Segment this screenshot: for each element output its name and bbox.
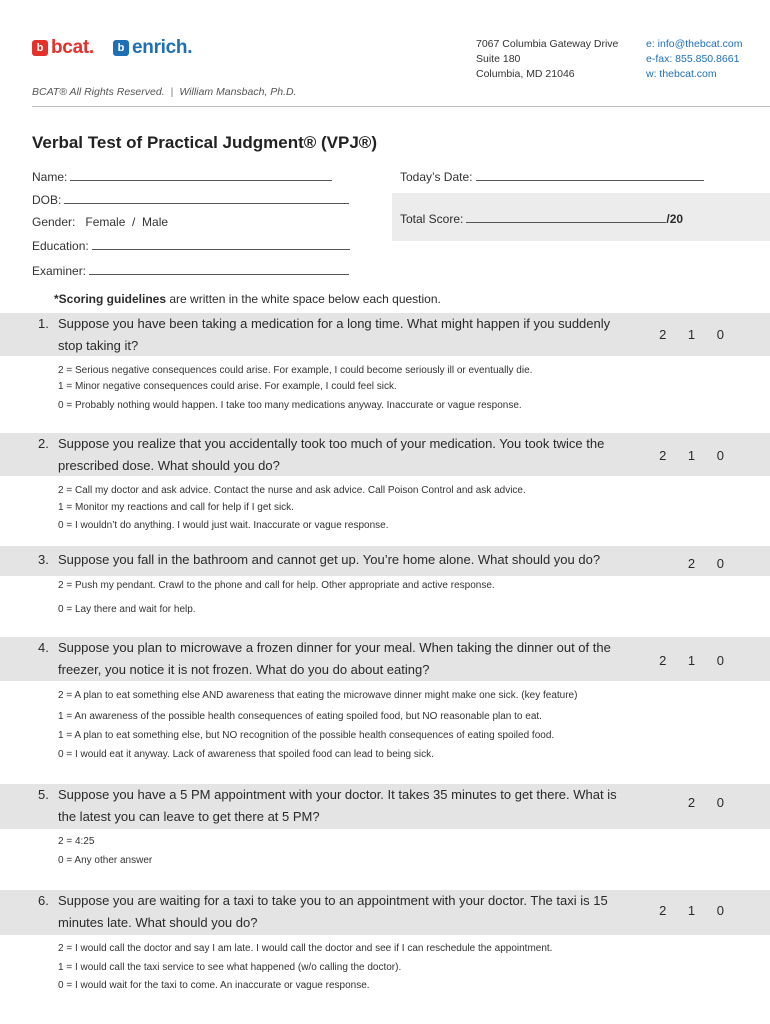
scoring-guide: 0 = Lay there and wait for help.: [58, 604, 196, 615]
question-line: Suppose you have a 5 PM appointment with your doctor. It takes 35 minutes to get there. What is: [58, 787, 617, 802]
question-3-score-options[interactable]: 2 0: [687, 556, 733, 571]
rights-text: BCAT® All Rights Reserved.: [32, 86, 165, 98]
enrich-logo-text: enrich.: [132, 37, 193, 58]
scoring-guide: 1 = Minor negative consequences could arise. For example, I could feel sick.: [58, 381, 397, 392]
scoring-guide: 1 = A plan to eat something else, but NO recognition of the possible health consequences of eating spoiled food.: [58, 730, 555, 741]
question-line: the latest you can leave to get there at 5 PM?: [58, 809, 320, 824]
question-6-score-options[interactable]: 2 1 0: [659, 903, 733, 918]
page-title: Verbal Test of Practical Judgment® (VPJ®): [32, 133, 377, 152]
question-5-score-options[interactable]: 2 0: [687, 795, 733, 810]
education-field[interactable]: [32, 238, 350, 253]
rights-line: [32, 86, 297, 98]
total-score-line[interactable]: [466, 211, 666, 223]
scoring-guide: 2 = A plan to eat something else AND awareness that eating the microwave dinner might make one sick. (key feature): [58, 690, 578, 701]
scoring-guide: 2 = Serious negative consequences could arise. For example, I could become seriously ill or eventually die.: [58, 365, 533, 376]
gender-label: Gender: Female / Male: [32, 215, 169, 229]
total-score-field[interactable]: [400, 211, 683, 226]
header-divider: [32, 106, 770, 107]
question-line: Suppose you realize that you accidentally took too much of your medication. You took twice the: [58, 436, 605, 451]
examiner-line[interactable]: [89, 263, 349, 275]
education-line[interactable]: [92, 238, 350, 250]
scoring-guide: 0 = I wouldn’t do anything. I would just wait. Inaccurate or vague response.: [58, 520, 389, 531]
examiner-field[interactable]: [32, 263, 349, 278]
gender-field[interactable]: [32, 215, 168, 229]
question-4-score-options[interactable]: 2 1 0: [659, 653, 733, 668]
contact-web[interactable]: w: thebcat.com: [646, 68, 717, 80]
question-line: Suppose you fall in the bathroom and cannot get up. You’re home alone. What should you do?: [58, 552, 601, 567]
question-1-text: [38, 313, 638, 357]
question-5-text: [38, 784, 638, 828]
question-number: 3.: [38, 552, 49, 567]
scoring-guide: 0 = Any other answer: [58, 855, 153, 866]
total-score-max: /20: [666, 212, 684, 226]
question-1-score-options[interactable]: 2 1 0: [659, 327, 733, 342]
enrich-logo-mark-icon: b: [113, 40, 129, 56]
dob-field[interactable]: [32, 192, 349, 207]
scoring-note-text: are written in the white space below each question.: [166, 292, 441, 306]
todays-date-label: Today’s Date:: [400, 170, 473, 184]
question-line: Suppose you plan to microwave a frozen dinner for your meal. When taking the dinner out of the: [58, 640, 611, 655]
author-text: William Mansbach, Ph.D.: [179, 86, 297, 98]
rights-separator: |: [170, 86, 174, 98]
education-label: Education:: [32, 239, 89, 253]
question-2-text: [38, 433, 638, 477]
question-number: 4.: [38, 640, 49, 655]
contact-fax: e-fax: 855.850.8661: [646, 53, 740, 65]
contact-email[interactable]: e: info@thebcat.com: [646, 38, 743, 50]
scoring-guide: 2 = 4:25: [58, 836, 95, 847]
scoring-guide: 0 = Probably nothing would happen. I take too many medications anyway. Inaccurate or vague response.: [58, 400, 522, 411]
question-line: Suppose you have been taking a medication for a long time. What might happen if you suddenly: [58, 316, 611, 331]
address-line: 7067 Columbia Gateway Drive: [476, 38, 619, 50]
question-3-text: [38, 549, 638, 571]
question-line: freezer, you notice it is not frozen. What do you do about eating?: [58, 662, 430, 677]
question-number: 2.: [38, 436, 49, 451]
bcat-logo-text: bcat.: [51, 37, 94, 58]
scoring-note: [54, 292, 441, 306]
total-score-label: Total Score:: [400, 212, 464, 226]
question-line: stop taking it?: [58, 338, 139, 353]
dob-line[interactable]: [64, 192, 349, 204]
enrich-logo: [113, 37, 192, 59]
dob-label: DOB:: [32, 193, 62, 207]
scoring-guide: 1 = An awareness of the possible health consequences of eating spoiled food, but NO reasonable plan to eat.: [58, 711, 542, 722]
scoring-guide: 0 = I would eat it anyway. Lack of awareness that spoiled food can lead to being sick.: [58, 749, 434, 760]
total-score-box: [392, 193, 770, 241]
scoring-note-bold: *Scoring guidelines: [54, 292, 167, 306]
scoring-guide: 2 = I would call the doctor and say I am late. I would call the doctor and see if I can reschedule the appointment.: [58, 943, 553, 954]
question-number: 6.: [38, 893, 49, 908]
bcat-logo: [32, 37, 94, 59]
question-number: 5.: [38, 787, 49, 802]
question-line: minutes late. What should you do?: [58, 915, 258, 930]
scoring-guide: 0 = I would wait for the taxi to come. An inaccurate or vague response.: [58, 980, 370, 991]
question-4-text: [38, 637, 638, 681]
address-line: Columbia, MD 21046: [476, 68, 575, 80]
name-field[interactable]: [32, 169, 332, 184]
todays-date-field[interactable]: [400, 169, 704, 184]
todays-date-line[interactable]: [476, 169, 704, 181]
address-block: [476, 37, 618, 82]
question-2-score-options[interactable]: 2 1 0: [659, 448, 733, 463]
scoring-guide: 1 = Monitor my reactions and call for help if I get sick.: [58, 502, 294, 513]
name-line[interactable]: [70, 169, 332, 181]
bcat-logo-mark-icon: b: [32, 40, 48, 56]
address-line: Suite 180: [476, 53, 521, 65]
examiner-label: Examiner:: [32, 264, 87, 278]
contact-block: [646, 37, 742, 82]
question-line: Suppose you are waiting for a taxi to take you to an appointment with your doctor. The taxi is 15: [58, 893, 608, 908]
question-line: prescribed dose. What should you do?: [58, 458, 280, 473]
scoring-guide: 2 = Push my pendant. Crawl to the phone and call for help. Other appropriate and active response.: [58, 580, 495, 591]
question-6-text: [38, 890, 638, 934]
question-number: 1.: [38, 316, 49, 331]
scoring-guide: 2 = Call my doctor and ask advice. Contact the nurse and ask advice. Call Poison Control and ask advice.: [58, 485, 526, 496]
name-label: Name:: [32, 170, 68, 184]
scoring-guide: 1 = I would call the taxi service to see what happened (w/o calling the doctor).: [58, 962, 402, 973]
